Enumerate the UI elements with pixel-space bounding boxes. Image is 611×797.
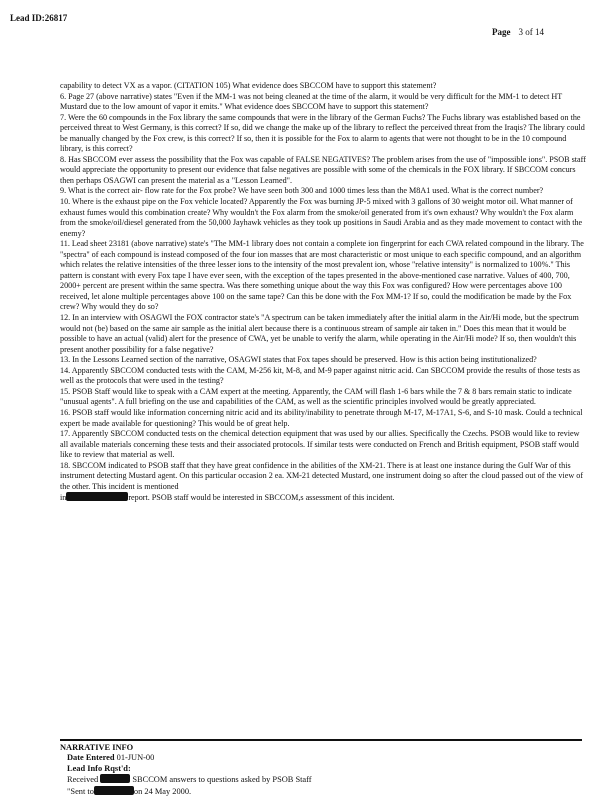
last-line-before: in: [60, 493, 67, 503]
narrative-title: NARRATIVE INFO: [60, 743, 134, 752]
lead-info-rqst-label: Lead Info Rqst'd:: [67, 763, 131, 773]
sent-after: on 24 May 2000.: [133, 786, 192, 796]
paragraph: 14. Apparently SBCCOM conducted tests with the CAM, M-256 kit, M-8, and M-9 paper against nitric acid. Can SBCCOM provide the results of those tests as well as the protocols that were used in the testing?: [60, 365, 580, 386]
redaction-block: [100, 774, 130, 783]
redaction-block: [66, 492, 128, 501]
paragraph: 7. Were the 60 compounds in the Fox library the same compounds that were in the library of the German Fuchs? The Fuchs library was established based on the perceived threat to West Germany, is this correct? If so, did we change the make up of the library to reflect the perceived threat from the Iraqis? The library could be manually changed by the Fox crew, is this correct? If so, then it is possible for the Fox to alarm to agents that were not thought to be in the 10 compound library, is this correct?: [60, 112, 585, 154]
date-entered-label: Date Entered: [67, 753, 115, 763]
received-after: SBCCOM answers to questions asked by PSOB Staff: [132, 775, 312, 785]
paragraph: 10. Where is the exhaust pipe on the Fox vehicle located? Apparently the Fox was burning JP-5 mixed with 3 gallons of 30 weight motor oil. What manner of exhaust fumes would this combination create? Why wouldn't the Fox alarm from the smoke/oil generated from it's own exhaust? Why wouldn't the Fox alarm from the smoke/oil/diesel generated from the 50,000 Jayhawk vehicles as they took up positions in Saudi Arabia and as they made movement to contact with the enemy?: [60, 197, 583, 238]
paragraph: 9. What is the correct air- flow rate for the Fox probe? We have seen both 300 and 1000 times less than the M8A1 used. What is the correct number?: [60, 186, 544, 196]
sent-before: "Sent to: [67, 786, 94, 796]
paragraph: 18. SBCCOM indicated to PSOB staff that they have great confidence in the abilities of the XM-21. There is at least one instance during the Gulf War of this instrument detecting Mustard agent. On this particular occasion 2 ea. XM-21 detected Mustard, one instrument doing so after the cloud passed out of the view of the other. This incident is mentioned: [60, 460, 584, 491]
date-entered-value: 01-JUN-00: [116, 753, 155, 763]
narrative-info: [60, 743, 460, 797]
paragraph: 6. Page 27 (above narrative) states "Even if the MM-1 was not being cleaned at the time of the alarm, it would be very difficult for the MM-1 to detect HT Mustard due to the low amount of vapor it emits." What evidence does SBCCOM have to support this statement?: [60, 91, 563, 112]
received-before: Received: [67, 775, 99, 785]
paragraph: 8. Has SBCCOM ever assess the possibility that the Fox was capable of FALSE NEGATIVES? The problem arises from the use of "impossible ions". PSOB staff would appreciate the opportunity to present our evidence that false negatives are possible with some of the chemicals in the FOX library. If SBCCOM concurs then perhaps OSAGWI can present the material as a "Lesson Learned".: [60, 154, 586, 185]
last-line-after: report. PSOB staff would be interested in SBCCOM,s assessment of this incident.: [128, 493, 395, 503]
sent-line: [60, 786, 460, 797]
paragraph: 16. PSOB staff would like information concerning nitric acid and its ability/inability to penetrate through M-17, M-17A1, S-6, and S-10 mask. Could a technical expert be made available for questioning? This would be of great help.: [60, 407, 583, 428]
section-divider: [60, 739, 582, 741]
paragraph: 17. Apparently SBCCOM conducted tests on the chemical detection equipment that was used by our allies. Specifically the Czechs. PSOB would like to review all available materials concerning these tests and their associated protocols. If similar tests were conducted on French and British equipment, PSOB staff would like to review that material as well.: [60, 429, 580, 460]
paragraph: 13. In the Lessons Learned section of the narrative, OSAGWI states that Fox tapes should be preserved. How is this action being institutionalized?: [60, 355, 537, 365]
paragraph: 11. Lead sheet 23181 (above narrative) state's "The MM-1 library does not contain a complete ion fingerprint for each CWA related compound in the library. The "spectra" of each compound is instead composed of the four ion masses that are most characteristic or most unique to each specific compound, and an algorithm which relates the relative intensities of the three lesser ions to the intensity of the most prevalent ion, whose "relative intensity" is normalized to 100%." This pattern is constant with every Fox tape I have ever seen, with the exception of the tapes presented in the above-mentioned case narrative. Values of 400, 700, 2000+ percent are present within the same spectra. Was there something unique about the way this Fox was configured? How were percentages above 100 received, let alone multiple percentages above 100 on the same tape? Can this be done with the Fox MM-1? If so, could the modification be made by the Fox crew? Why would they do so?: [60, 239, 584, 312]
page-number: [492, 27, 544, 37]
page-value: 3 of 14: [518, 27, 544, 37]
received-line: [60, 774, 460, 785]
page-label: Page: [492, 27, 511, 37]
date-entered-row: [60, 753, 460, 763]
paragraph-last: [60, 492, 588, 504]
lead-id: Lead ID:26817: [10, 13, 68, 23]
redaction-block: [94, 786, 134, 795]
paragraph: capability to detect VX as a vapor. (CITATION 105) What evidence does SBCCOM have to support this statement?: [60, 81, 437, 90]
lead-body: [60, 81, 588, 504]
paragraph: 15. PSOB Staff would like to speak with a CAM expert at the meeting. Apparently, the CAM will flash 1-6 bars while the 7 & 8 bars remain static to indicate "unusual agents". A full briefing on the use and capabilities of the CAM, as well as the scientific principles involved would be greatly appreciated.: [60, 386, 572, 407]
paragraph: 12. In an interview with OSAGWI the FOX contractor state's "A spectrum can be taken immediately after the initial alarm in the Air/Hi mode, but the spectrum would not (be) based on the same air sample as the initial alert because there is a continuous stream of sample air taken in." Does this mean that it would be possible to have an actual (valid) alert for the presence of CWA, yet be unable to verify the alarm, while operating in the Air/Hi mode? If so, then wouldn't this present another possibility for a false negative?: [60, 313, 579, 354]
